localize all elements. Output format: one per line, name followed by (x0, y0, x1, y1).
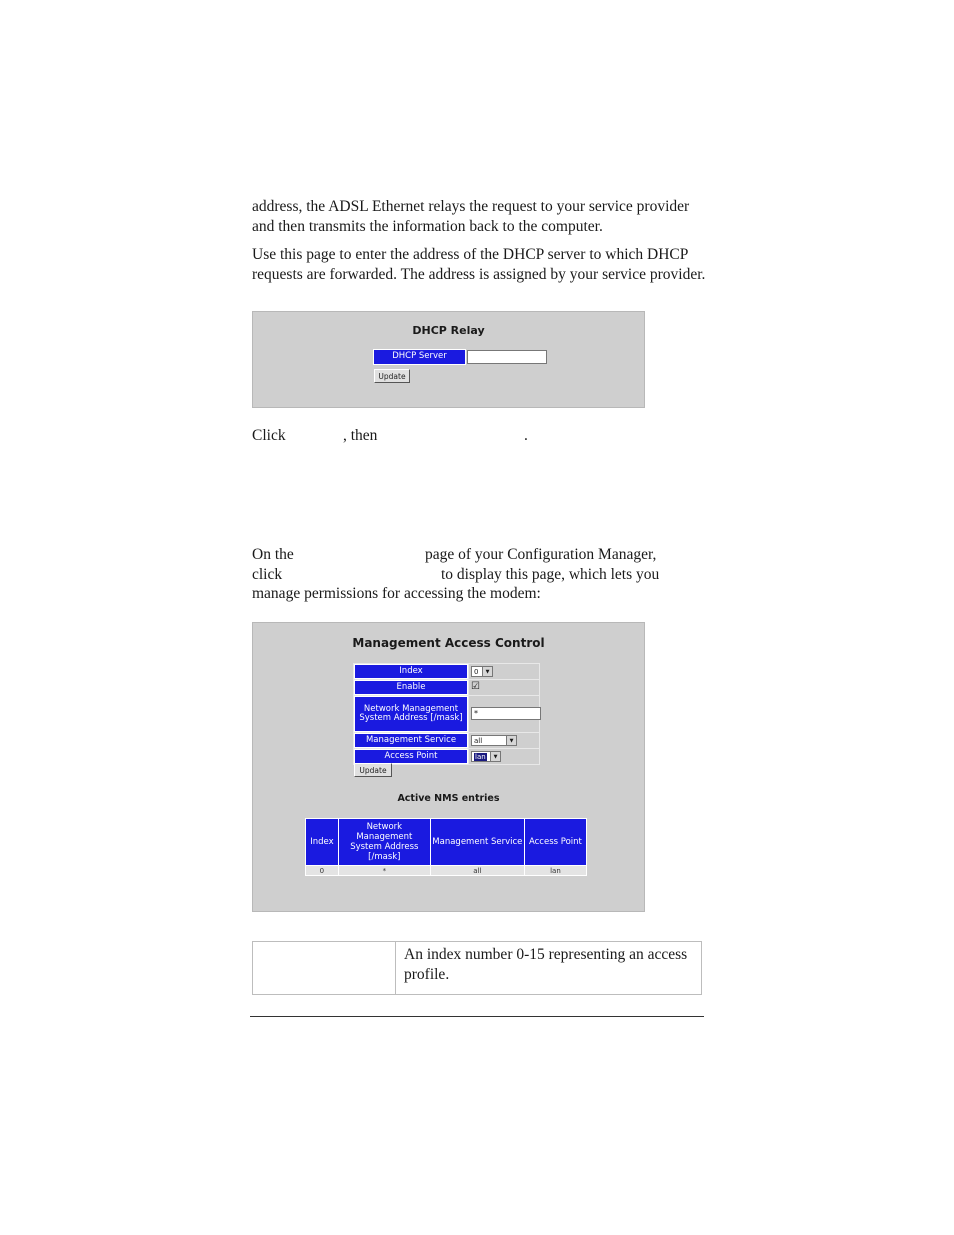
mac-row-index (354, 664, 540, 680)
active-nms-title: Active NMS entries (397, 793, 500, 804)
mac-update-button[interactable]: Update (354, 763, 392, 777)
click-instruction (252, 426, 712, 446)
mac-row-nms (354, 696, 540, 733)
mac-on-the: On the (252, 546, 294, 563)
definition-description: An index number 0-15 representing an access profile. (396, 942, 702, 995)
nms-header-address: Network Management System Address [/mask] (338, 819, 430, 866)
mac-description (252, 545, 712, 605)
service-label: Management Service (354, 733, 468, 748)
field-definition-table (252, 941, 702, 995)
mac-line3: manage permissions for accessing the modem: (252, 585, 541, 602)
nms-cell-index: 0 (306, 866, 339, 876)
active-nms-table (305, 818, 587, 876)
mac-page-of: page of your Configuration Manager, (425, 546, 657, 563)
page-divider (250, 1016, 704, 1017)
enable-label: Enable (354, 680, 468, 695)
service-value: all (474, 737, 483, 745)
mac-screenshot (252, 622, 645, 912)
nms-header-access-point: Access Point (524, 819, 586, 866)
nms-address-label: Network Management System Address [/mask] (354, 696, 468, 732)
mac-to-display: to display this page, which lets you (441, 566, 660, 583)
dhcp-description: Use this page to enter the address of the DHCP server to which DHCP requests are forwarded. The address is assigned by your service provider. (252, 246, 706, 283)
chevron-down-icon: ▼ (490, 752, 500, 761)
nms-cell-access-point: lan (524, 866, 586, 876)
index-label: Index (354, 664, 468, 679)
chevron-down-icon: ▼ (506, 736, 516, 745)
dhcp-server-input[interactable] (467, 350, 547, 364)
dhcp-server-label: DHCP Server (373, 349, 466, 365)
table-row (306, 866, 587, 876)
nms-cell-address: * (338, 866, 430, 876)
nms-header-row (306, 819, 587, 866)
service-select[interactable] (471, 735, 517, 746)
dhcp-relay-screenshot (252, 311, 645, 408)
nms-cell-service: all (430, 866, 524, 876)
enable-checkbox[interactable]: ☑ (471, 681, 480, 692)
index-select[interactable] (471, 666, 493, 677)
period: . (524, 427, 528, 444)
access-point-value: lan (475, 753, 486, 761)
chevron-down-icon: ▼ (482, 667, 492, 676)
nms-header-index: Index (306, 819, 339, 866)
access-point-select[interactable] (471, 751, 501, 762)
click-word: Click (252, 427, 286, 444)
mac-form-table (353, 663, 540, 765)
index-value: 0 (474, 668, 479, 676)
nms-address-input[interactable]: * (471, 707, 541, 720)
mac-row-enable (354, 680, 540, 696)
intro-paragraph: address, the ADSL Ethernet relays the request to your service provider and then transmits the information back to the computer. (252, 198, 690, 235)
then-word: , then (343, 427, 378, 444)
mac-click: click (252, 566, 283, 583)
dhcp-relay-title: DHCP Relay (412, 324, 485, 337)
nms-header-service: Management Service (430, 819, 524, 866)
access-point-label: Access Point (354, 749, 468, 764)
dhcp-update-button[interactable]: Update (374, 369, 410, 383)
mac-title: Management Access Control (352, 636, 545, 650)
mac-row-service (354, 733, 540, 749)
definition-term (253, 942, 396, 995)
definition-row (253, 942, 702, 995)
